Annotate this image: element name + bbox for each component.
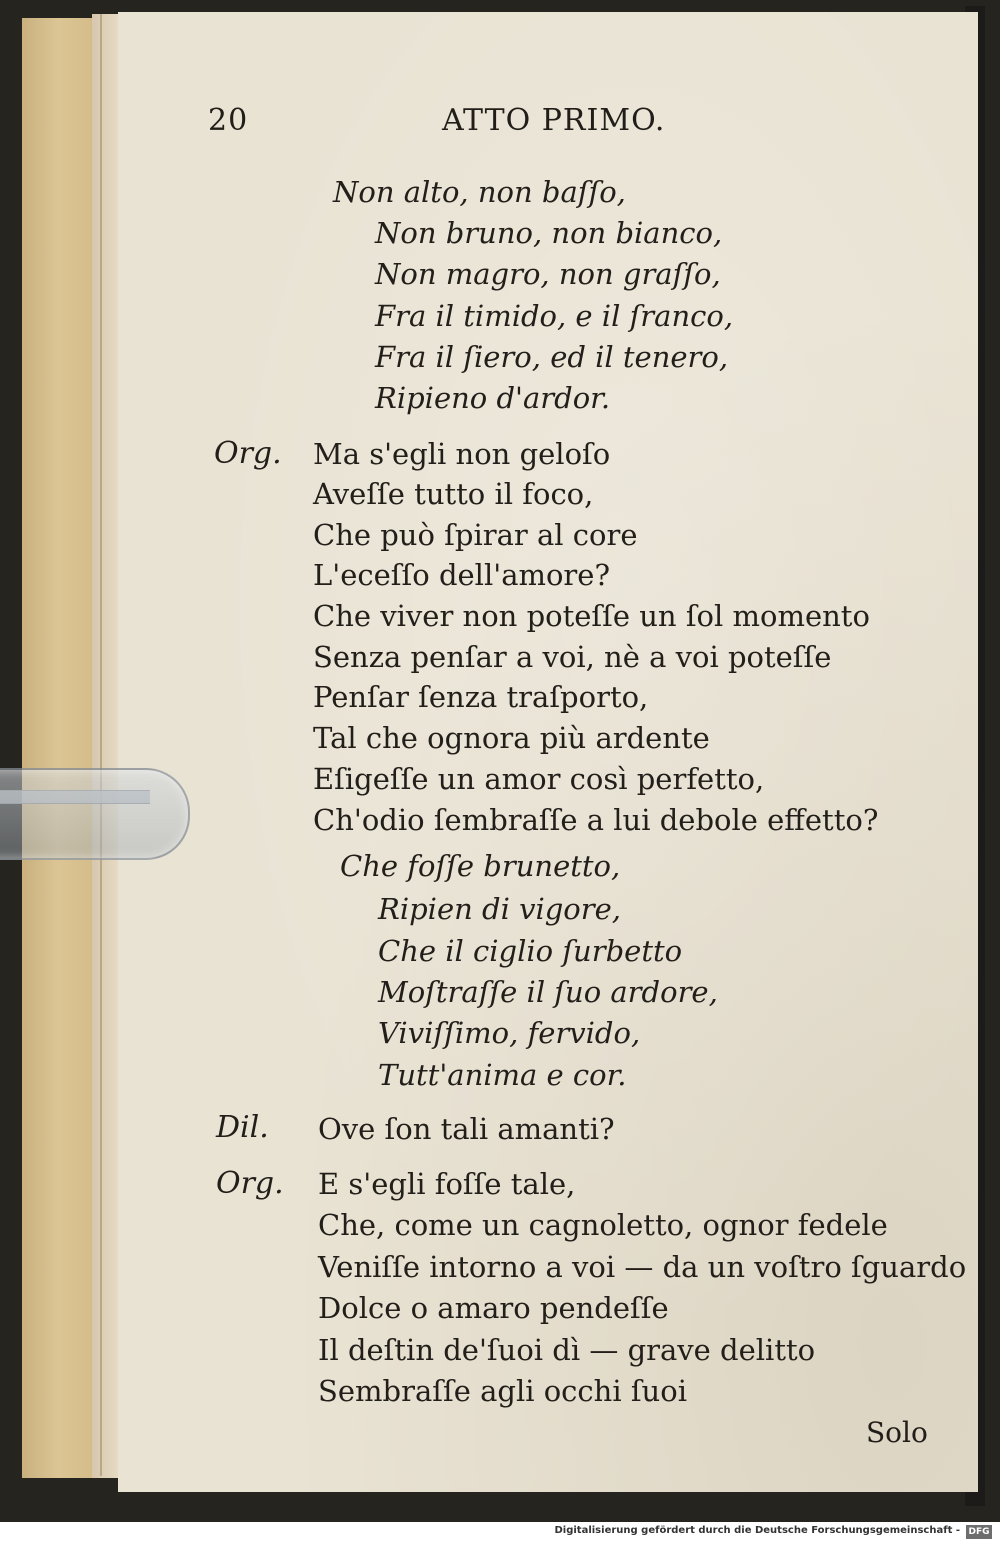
- dfg-logo: DFG: [966, 1525, 992, 1539]
- verse-line: Fra il ſiero, ed il tenero,: [375, 340, 729, 374]
- verse-line: Non alto, non baſſo,: [333, 175, 626, 209]
- verse-line: Non magro, non graſſo,: [375, 257, 721, 291]
- verse-line: Ch'odio ſembraſſe a lui debole effetto?: [313, 803, 879, 837]
- footer-bar: [0, 1522, 1000, 1543]
- verse-line: Non bruno, non bianco,: [375, 216, 723, 250]
- verse-line: Ripien di vigore,: [378, 892, 621, 926]
- page-number: 20: [208, 103, 249, 138]
- verse-line: L'eceſſo dell'amore?: [313, 558, 611, 592]
- verse-line: E s'egli foſſe tale,: [318, 1167, 576, 1201]
- speaker-label: Org.: [216, 1166, 284, 1201]
- verse-line: Viviſſimo, fervido,: [378, 1016, 641, 1050]
- verse-line: Che foſſe brunetto,: [340, 849, 621, 883]
- page-fold-line: [100, 14, 102, 1476]
- verse-line: Che può ſpirar al core: [313, 518, 638, 552]
- running-head: ATTO PRIMO.: [442, 103, 666, 138]
- page-holder-clip: [0, 768, 190, 860]
- verse-line: Che, come un cagnoletto, ognor fedele: [318, 1208, 888, 1242]
- verse-line: Penſar ſenza traſporto,: [313, 680, 649, 714]
- verse-line: Senza penſar a voi, nè a voi poteſſe: [313, 640, 832, 674]
- verse-line: Eſigeſſe un amor così perfetto,: [313, 762, 765, 796]
- speaker-label: Dil.: [216, 1110, 269, 1145]
- verse-line: Ripieno d'ardor.: [375, 381, 611, 415]
- verse-line: Sembraſſe agli occhi ſuoi: [318, 1374, 687, 1408]
- verse-line: Moſtraſſe il ſuo ardore,: [378, 975, 718, 1009]
- verse-line: Fra il timido, e il ſranco,: [375, 299, 734, 333]
- verse-line: Ma s'egli non geloſo: [313, 437, 611, 471]
- verse-line: Ove ſon tali amanti?: [318, 1112, 615, 1146]
- verse-line: Che viver non poteſſe un ſol momento: [313, 599, 870, 633]
- verse-line: Dolce o amaro pendeſſe: [318, 1291, 669, 1325]
- book-edge: [22, 18, 102, 1478]
- verse-line: Tal che ognora più ardente: [313, 721, 710, 755]
- speaker-label: Org.: [214, 436, 282, 471]
- footer-credit: Digitalisierung gefördert durch die Deutsche Forschungsgemeinschaft -: [554, 1525, 960, 1536]
- verse-line: Aveſſe tutto il foco,: [313, 477, 594, 511]
- verse-line: Veniſſe intorno a voi — da un voſtro ſguardo: [318, 1250, 967, 1284]
- verse-line: Tutt'anima e cor.: [378, 1058, 627, 1092]
- verse-line: Che il ciglio ſurbetto: [378, 934, 683, 968]
- verse-line: Il deſtin de'ſuoi dì — grave delitto: [318, 1333, 816, 1367]
- catchword: Solo: [866, 1416, 928, 1449]
